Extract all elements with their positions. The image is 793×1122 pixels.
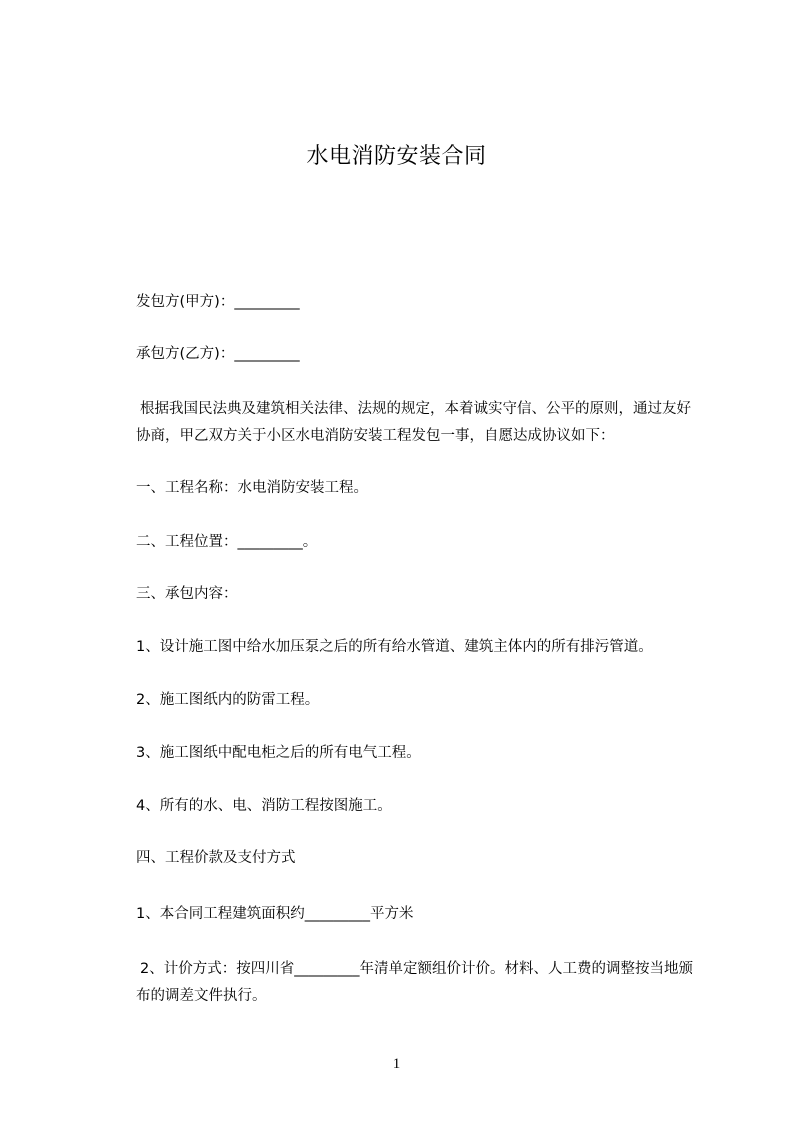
clause-project-location: 二、工程位置：_________。 xyxy=(136,534,318,550)
scope-item-2: 2、施工图纸内的防雷工程。 xyxy=(136,692,320,708)
scope-item-1: 1、设计施工图中给水加压泵之后的所有给水管道、建筑主体内的所有排污管道。 xyxy=(136,639,653,655)
scope-item-4: 4、所有的水、电、消防工程按图施工。 xyxy=(136,798,392,814)
document-title: 水电消防安装合同 xyxy=(306,144,487,169)
clause-scope-heading: 三、承包内容： xyxy=(136,586,238,602)
clause-price-heading: 四、工程价款及支付方式 xyxy=(136,850,296,866)
price-item-2: 2、计价方式：按四川省_________年清单定额组价计价。材料、人工费的调整按当地颁布的调差文件执行。 xyxy=(136,961,693,1004)
party-b-line: 承包方(乙方)：_________ xyxy=(136,346,300,362)
price-item-1: 1、本合同工程建筑面积约_________平方米 xyxy=(136,906,414,922)
scope-item-3: 3、施工图纸中配电柜之后的所有电气工程。 xyxy=(136,745,421,761)
preamble-paragraph: 根据我国民法典及建筑相关法律、法规的规定，本着诚实守信、公平的原则，通过友好协商，甲乙双方关于小区水电消防安装工程发包一事，自愿达成协议如下： xyxy=(136,401,691,444)
clause-project-name: 一、工程名称：水电消防安装工程。 xyxy=(136,480,368,496)
page-number: 1 xyxy=(392,1056,401,1072)
party-a-line: 发包方(甲方)：_________ xyxy=(136,294,300,310)
